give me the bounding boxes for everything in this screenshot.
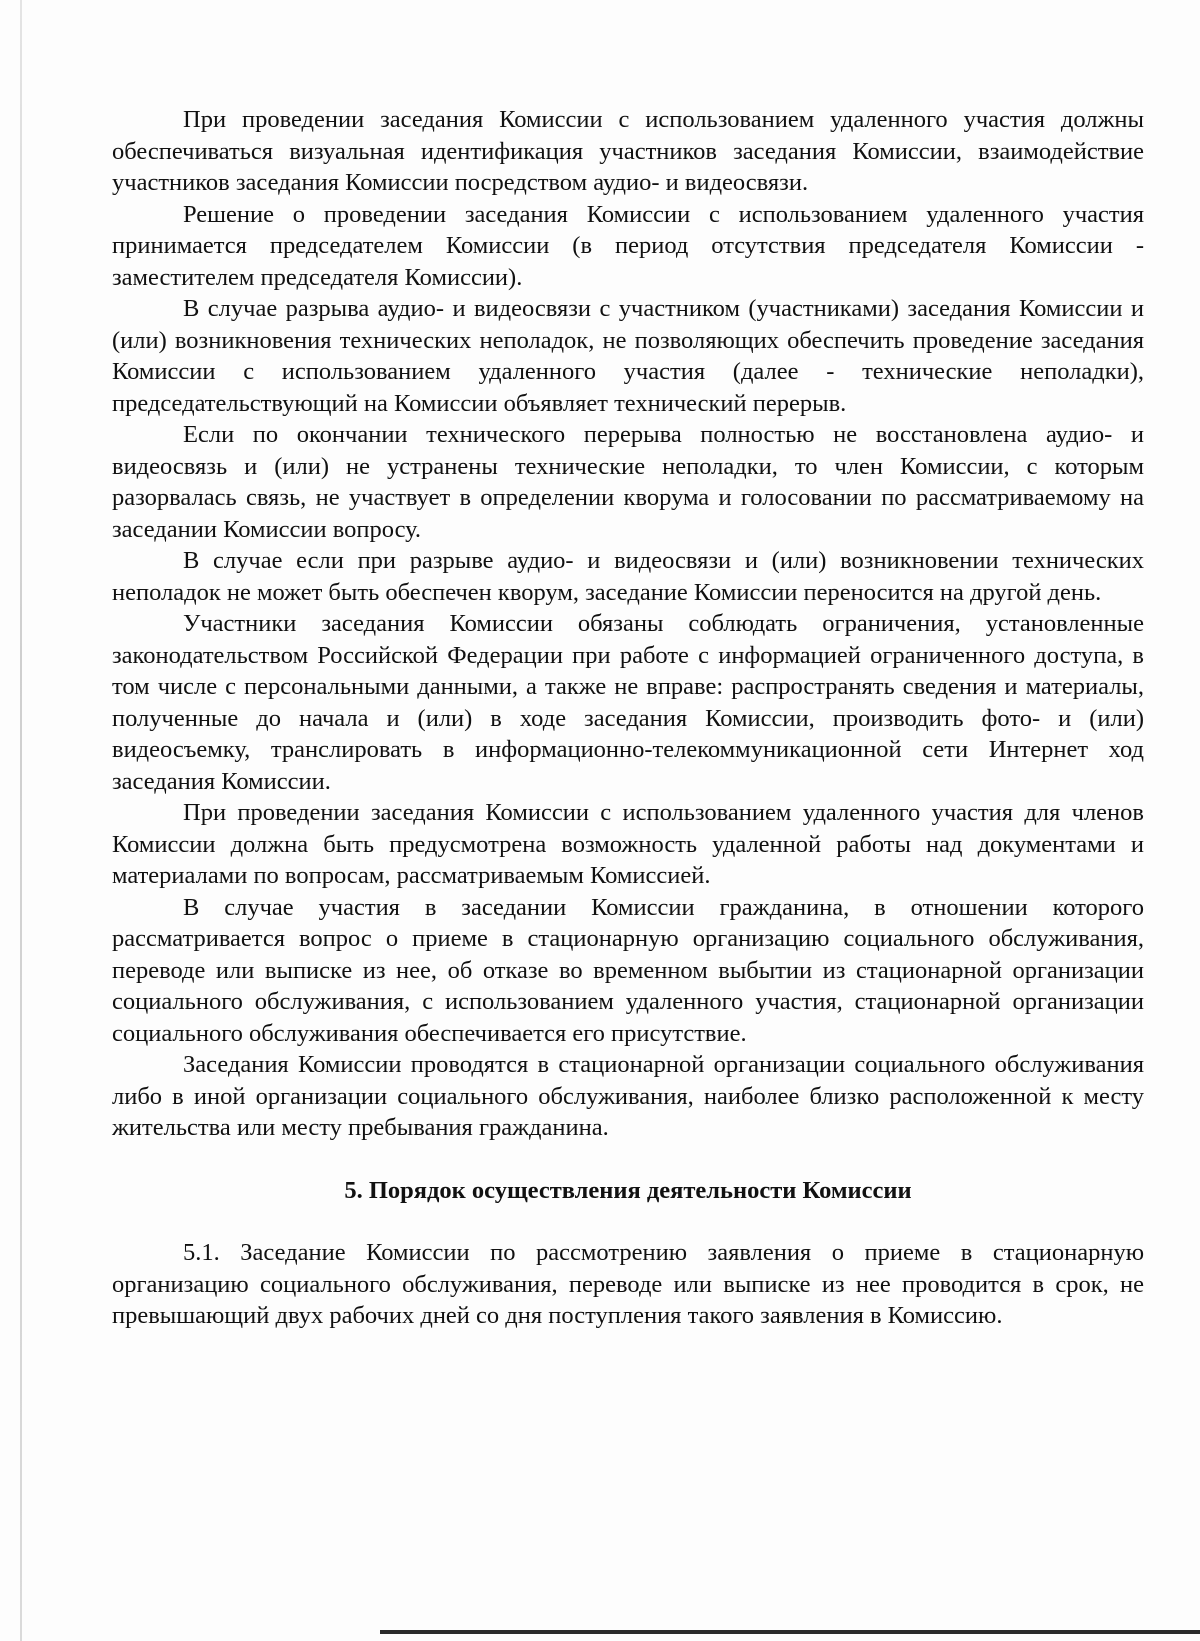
paragraph-remote-participation-identification: При проведении заседания Комиссии с использованием удаленного участия должны обеспечиваться визуальная идентификация участников заседания Комиссии, взаимодействие участников заседания Комиссии посредством аудио- и видеосвязи.	[112, 106, 1144, 196]
paragraph-remote-document-work: При проведении заседания Комиссии с использованием удаленного участия для членов Комиссии должна быть предусмотрена возможность удаленной работы над документами и материалами по вопросам, рассматриваемым Комиссией.	[112, 799, 1144, 889]
section-heading: 5. Порядок осуществления деятельности Комиссии	[344, 1176, 912, 1204]
paragraph-after-break: Если по окончании технического перерыва полностью не восстановлена аудио- и видеосвязь и (или) не устранены технические неполадки, то член Комиссии, с которым разорвалась связь, не участвует в определении кворума и голосовании по рассматриваемому на заседании Комиссии вопросу.	[112, 421, 1144, 543]
paragraph-citizen-presence: В случае участия в заседании Комиссии гражданина, в отношении которого рассматривается вопрос о приеме в стационарную организацию социального обслуживания, переводе или выписке из нее, об отказе во временном выбытии из стационарной организации социального обслуживания, с использованием удаленного участия, стационарной организации социального обслуживания обеспечивается его присутствие.	[112, 893, 1144, 1047]
paragraph-5-1: 5.1. Заседание Комиссии по рассмотрению заявления о приеме в стационарную организацию социального обслуживания, переводе или выписке из нее проводится в срок, не превышающий двух рабочих дней со дня поступления такого заявления в Комиссию.	[112, 1239, 1144, 1329]
paragraph-participant-restrictions: Участники заседания Комиссии обязаны соблюдать ограничения, установленные законодательством Российской Федерации при работе с информацией ограниченного доступа, в том числе с персональными данными, а также не вправе: распространять сведения и материалы, полученные до начала и (или) в ходе заседания Комиссии, производить фото- и (или) видеосъемку, транслировать в информационно-телекоммуникационной сети Интернет ход заседания Комиссии.	[112, 610, 1144, 795]
paragraph-no-quorum: В случае если при разрыве аудио- и видеосвязи и (или) возникновении технических неполадок не может быть обеспечен кворум, заседание Комиссии переносится на другой день.	[112, 547, 1144, 606]
paragraph-connection-loss: В случае разрыва аудио- и видеосвязи с участником (участниками) заседания Комиссии и (или) возникновения технических неполадок, не позволяющих обеспечить проведение заседания Комиссии с использованием удаленного участия (далее - технические неполадки), председательствующий на Комиссии объявляет технический перерыв.	[112, 295, 1144, 417]
paragraph-remote-participation-decision: Решение о проведении заседания Комиссии с использованием удаленного участия принимается председателем Комиссии (в период отсутствия председателя Комиссии - заместителем председателя Комиссии).	[112, 200, 1144, 291]
scan-left-edge	[20, 0, 22, 1641]
document-body	[112, 104, 1144, 1332]
scan-bottom-edge	[380, 1630, 1200, 1634]
paragraph-meeting-location: Заседания Комиссии проводятся в стационарной организации социального обслуживания либо в иной организации социального обслуживания, наиболее близко расположенной к месту жительства или месту пребывания гражданина.	[112, 1051, 1144, 1141]
